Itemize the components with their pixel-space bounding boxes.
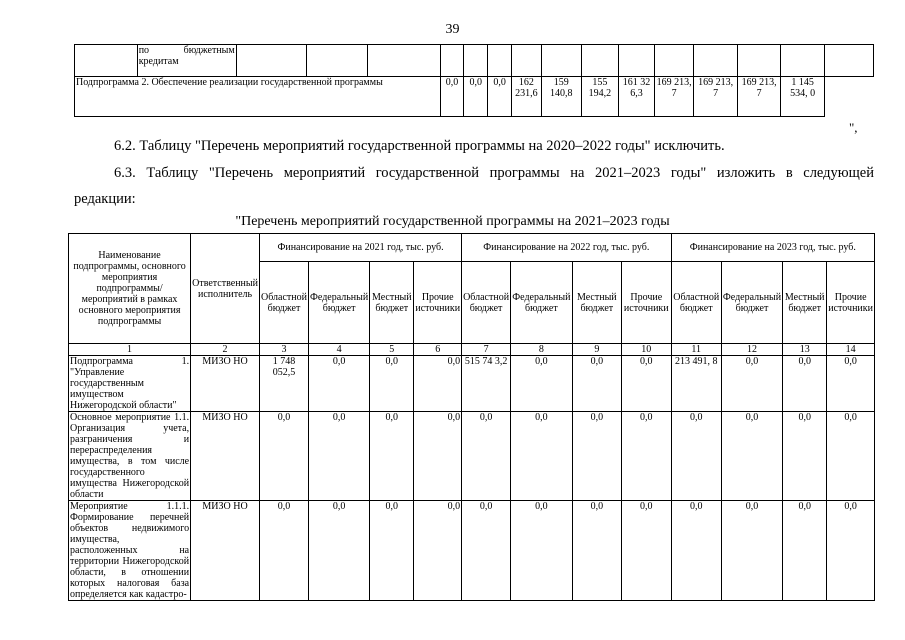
subprogram-2-label: Подпрограмма 2. Обеспечение реализации государственной программы xyxy=(75,77,441,117)
header-2022: Финансирование на 2022 год, тыс. руб. xyxy=(462,234,672,262)
row-responsible: МИЗО НО xyxy=(191,356,260,412)
row-responsible: МИЗО НО xyxy=(191,501,260,601)
col-number: 13 xyxy=(783,344,827,356)
subheader: Областной бюджет xyxy=(259,262,308,344)
col-number: 10 xyxy=(622,344,672,356)
row-name: Мероприятие 1.1.1. Формирование перечней объектов недвижимого имущества, расположенных на территории Нижегородской области, в отношении которых налоговая база определяется как кадастро- xyxy=(70,501,190,600)
activities-table xyxy=(68,233,875,601)
row-responsible: МИЗО НО xyxy=(191,412,260,501)
subheader: Прочие источники xyxy=(827,262,875,344)
value-cell: 0,0 xyxy=(827,412,875,501)
value-cell: 515 74 3,2 xyxy=(462,356,511,412)
subheader: Местный бюджет xyxy=(783,262,827,344)
value-cell: 155 194,2 xyxy=(581,77,619,117)
col-number: 14 xyxy=(827,344,875,356)
value-cell: 0,0 xyxy=(671,501,721,601)
value-cell: 0,0 xyxy=(622,356,672,412)
paragraph-6-3: 6.3. Таблицу "Перечень мероприятий государственной программы на 2021–2023 годы" изложить в следующей xyxy=(114,165,874,181)
value-cell: 0,0 xyxy=(414,501,462,601)
value-cell: 169 213, 7 xyxy=(654,77,694,117)
value-cell: 0,0 xyxy=(511,501,573,601)
paragraph-6-3-cont: редакции: xyxy=(74,191,136,207)
table-row xyxy=(69,412,875,501)
value-cell: 0,0 xyxy=(622,501,672,601)
value-cell: 0,0 xyxy=(511,412,573,501)
header-2021: Финансирование на 2021 год, тыс. руб. xyxy=(259,234,461,262)
value-cell: 0,0 xyxy=(370,501,414,601)
value-cell: 0,0 xyxy=(572,501,621,601)
table-row xyxy=(69,501,875,601)
col-number: 3 xyxy=(259,344,308,356)
paragraph-6-2: 6.2. Таблицу "Перечень мероприятий государственной программы на 2020–2022 годы" исключить. xyxy=(114,138,725,154)
row-name: Основное мероприятие 1.1. Организация учета, разграничения и перераспределения имущества, в том числе государственного имущества Нижегородской области xyxy=(70,412,190,500)
col-number: 4 xyxy=(309,344,370,356)
value-cell: 0,0 xyxy=(783,501,827,601)
subheader: Областной бюджет xyxy=(462,262,511,344)
value-cell: 0,0 xyxy=(622,412,672,501)
value-cell: 159 140,8 xyxy=(541,77,581,117)
value-cell: 0,0 xyxy=(462,501,511,601)
col-number: 1 xyxy=(69,344,191,356)
value-cell: 0,0 xyxy=(309,501,370,601)
value-cell: 0,0 xyxy=(511,356,573,412)
subheader: Местный бюджет xyxy=(370,262,414,344)
value-cell: 0,0 xyxy=(464,77,488,117)
value-cell: 0,0 xyxy=(309,412,370,501)
header-2023: Финансирование на 2023 год, тыс. руб. xyxy=(671,234,874,262)
value-cell: 0,0 xyxy=(572,412,621,501)
value-cell: 0,0 xyxy=(414,412,462,501)
value-cell: 0,0 xyxy=(259,412,308,501)
value-cell: 0,0 xyxy=(721,412,782,501)
table-row xyxy=(69,356,875,412)
value-cell: 0,0 xyxy=(721,356,782,412)
subheader: Федеральный бюджет xyxy=(309,262,370,344)
value-cell: 0,0 xyxy=(309,356,370,412)
subheader: Местный бюджет xyxy=(572,262,621,344)
col-number: 2 xyxy=(191,344,260,356)
col-number: 6 xyxy=(414,344,462,356)
value-cell: 1 145 534, 0 xyxy=(781,77,824,117)
col-number: 8 xyxy=(511,344,573,356)
value-cell: 0,0 xyxy=(370,356,414,412)
page-number: 39 xyxy=(445,22,460,37)
table-caption: "Перечень мероприятий государственной программы на 2021–2023 годы xyxy=(235,214,670,229)
value-cell: 0,0 xyxy=(721,501,782,601)
subheader: Прочие источники xyxy=(414,262,462,344)
row-label: по бюджетным кредитам xyxy=(137,45,236,77)
value-cell: 0,0 xyxy=(783,412,827,501)
subheader: Федеральный бюджет xyxy=(721,262,782,344)
header-name: Наименование подпрограммы, основного мероприятия подпрограммы/ мероприятий в рамках основного мероприятия подпрограммы xyxy=(69,234,191,344)
value-cell: 213 491, 8 xyxy=(671,356,721,412)
closing-quote: ", xyxy=(849,120,858,135)
value-cell: 161 32 6,3 xyxy=(619,77,655,117)
previous-table-fragment xyxy=(74,44,874,117)
value-cell: 0,0 xyxy=(827,501,875,601)
value-cell: 0,0 xyxy=(827,356,875,412)
value-cell: 162 231,6 xyxy=(511,77,541,117)
value-cell: 169 213, 7 xyxy=(694,77,737,117)
subheader: Прочие источники xyxy=(622,262,672,344)
value-cell: 0,0 xyxy=(259,501,308,601)
row-name: Подпрограмма 1. "Управление государственным имуществом Нижегородской области" xyxy=(70,356,190,411)
header-responsible: Ответственный исполнитель xyxy=(191,234,260,344)
value-cell: 0,0 xyxy=(488,77,512,117)
value-cell: 0,0 xyxy=(414,356,462,412)
value-cell: 0,0 xyxy=(440,77,464,117)
col-number: 7 xyxy=(462,344,511,356)
col-number: 12 xyxy=(721,344,782,356)
subheader: Федеральный бюджет xyxy=(511,262,573,344)
value-cell: 0,0 xyxy=(370,412,414,501)
value-cell: 1 748 052,5 xyxy=(259,356,308,412)
subheader: Областной бюджет xyxy=(671,262,721,344)
value-cell: 0,0 xyxy=(783,356,827,412)
value-cell: 169 213, 7 xyxy=(737,77,780,117)
value-cell: 0,0 xyxy=(462,412,511,501)
col-number: 5 xyxy=(370,344,414,356)
value-cell: 0,0 xyxy=(671,412,721,501)
empty-cell xyxy=(75,45,138,77)
value-cell: 0,0 xyxy=(572,356,621,412)
col-number: 11 xyxy=(671,344,721,356)
col-number: 9 xyxy=(572,344,621,356)
